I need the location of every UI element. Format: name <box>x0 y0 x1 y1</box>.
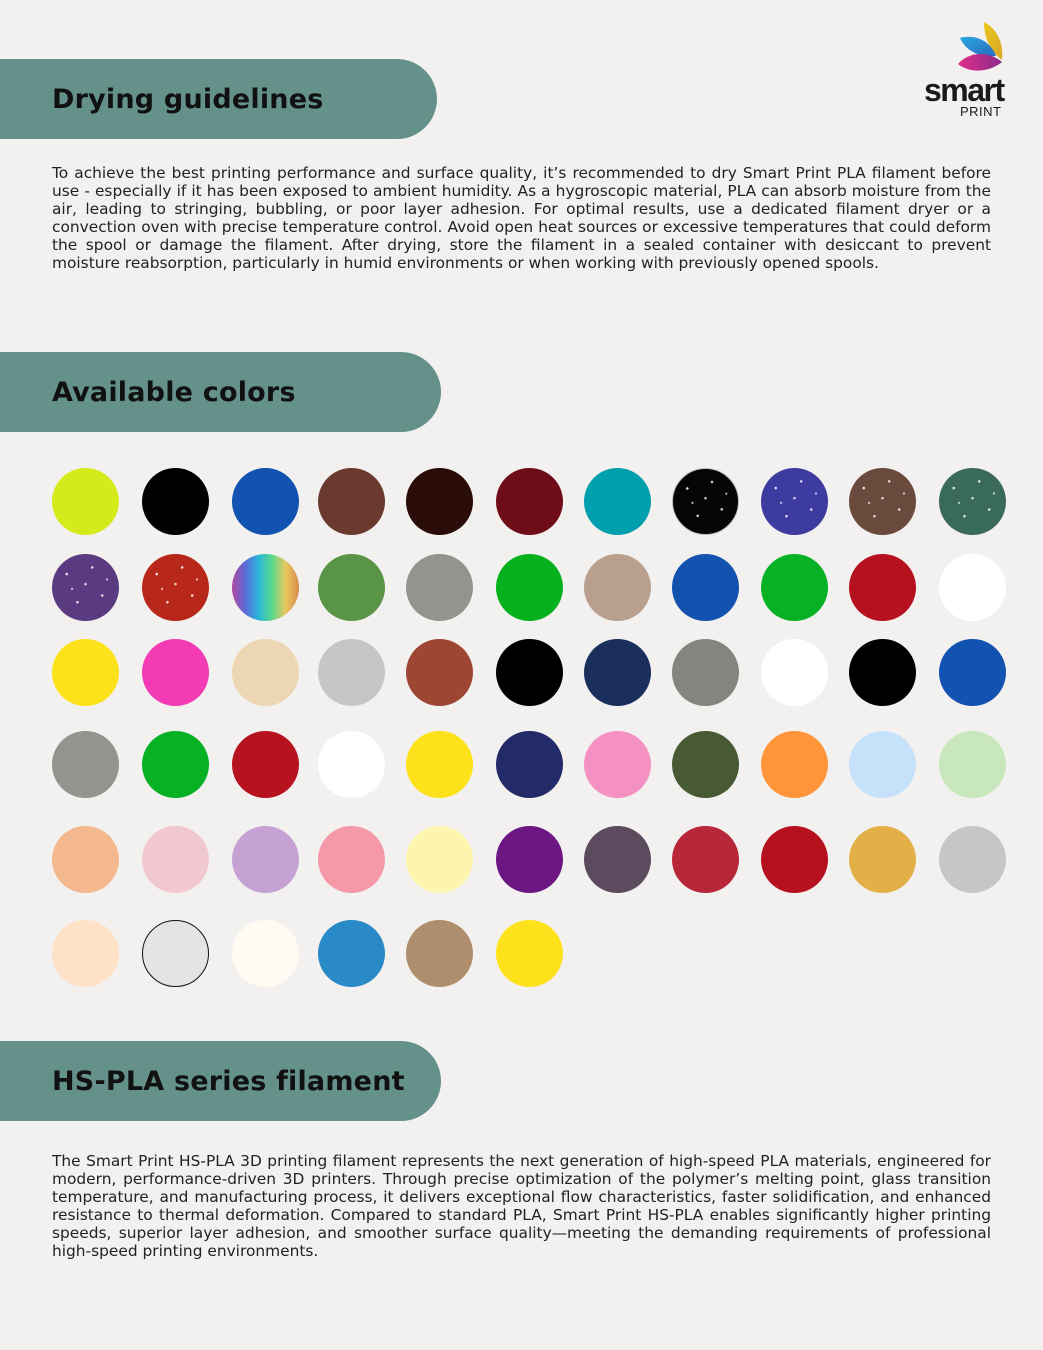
color-swatch <box>496 468 563 535</box>
color-swatch <box>52 639 119 706</box>
color-swatch <box>761 639 828 706</box>
color-swatch <box>496 731 563 798</box>
color-swatch <box>672 639 739 706</box>
color-swatch <box>584 468 651 535</box>
color-swatch <box>939 639 1006 706</box>
logo-brand-text: smart <box>924 72 1004 108</box>
color-swatch <box>672 731 739 798</box>
color-swatch <box>142 826 209 893</box>
color-swatch <box>232 639 299 706</box>
color-swatch <box>406 468 473 535</box>
color-swatch <box>318 468 385 535</box>
smart-print-logo <box>922 20 1014 122</box>
color-swatch <box>52 731 119 798</box>
color-swatch <box>318 639 385 706</box>
color-swatch <box>939 554 1006 621</box>
color-swatch <box>849 468 916 535</box>
color-swatch <box>142 920 209 987</box>
color-swatch <box>672 554 739 621</box>
color-swatch <box>232 826 299 893</box>
color-swatch <box>52 826 119 893</box>
color-swatch <box>142 554 209 621</box>
color-swatch <box>406 826 473 893</box>
color-swatch <box>318 826 385 893</box>
color-swatch <box>406 731 473 798</box>
color-swatch <box>318 554 385 621</box>
color-swatch <box>939 731 1006 798</box>
color-swatch <box>142 639 209 706</box>
color-swatch <box>406 554 473 621</box>
color-swatch <box>761 731 828 798</box>
color-swatch <box>318 731 385 798</box>
drying-guidelines-title: Drying guidelines <box>52 83 324 115</box>
color-swatch <box>52 920 119 987</box>
color-swatch <box>232 554 299 621</box>
logo-sub-text: PRINT <box>960 104 1002 119</box>
color-swatch <box>52 554 119 621</box>
color-swatch <box>496 554 563 621</box>
color-swatch <box>496 920 563 987</box>
hs-pla-series-header <box>0 1041 441 1121</box>
drying-guidelines-text: To achieve the best printing performance and surface quality, it’s recommended to dry Smart Print PLA filament before use - especially if it has been exposed to ambient humidity. As a hygroscopic material, PLA can absorb moisture from the air, leading to stringing, bubbling, or poor layer adhesion. For optimal results, use a dedicated filament dryer or a convection oven with precise temperature control. Avoid open heat sources or excessive temperatures that could deform the spool or damage the filament. After drying, store the filament in a sealed container with desiccant to prevent moisture reabsorption, particularly in humid environments or when working with previously opened spools. <box>52 164 991 272</box>
color-swatch <box>584 731 651 798</box>
color-swatch <box>761 468 828 535</box>
color-swatch <box>939 468 1006 535</box>
color-swatch <box>761 554 828 621</box>
color-swatch <box>939 826 1006 893</box>
color-swatch <box>584 639 651 706</box>
color-swatch <box>761 826 828 893</box>
hs-pla-series-text: The Smart Print HS-PLA 3D printing filament represents the next generation of high-speed PLA materials, engineered for modern, performance-driven 3D printers. Through precise optimization of the polymer’s melting point, glass transition temperature, and manufacturing process, it delivers exceptional flow characteristics, faster solidification, and enhanced resistance to thermal deformation. Compared to standard PLA, Smart Print HS-PLA enables significantly higher printing speeds, superior layer adhesion, and smoother surface quality—meeting the demanding requirements of professional high-speed printing environments. <box>52 1152 991 1260</box>
color-swatch <box>52 468 119 535</box>
hs-pla-series-title: HS-PLA series filament <box>52 1065 405 1097</box>
color-swatch <box>672 826 739 893</box>
color-swatch <box>232 468 299 535</box>
color-swatch <box>584 826 651 893</box>
available-colors-title: Available colors <box>52 376 296 408</box>
color-swatch <box>496 639 563 706</box>
color-swatch <box>584 554 651 621</box>
color-swatch <box>142 468 209 535</box>
drying-guidelines-header <box>0 59 437 139</box>
color-swatch <box>849 731 916 798</box>
color-swatch <box>849 826 916 893</box>
color-swatch <box>672 468 739 535</box>
color-swatch <box>142 731 209 798</box>
color-swatch <box>849 639 916 706</box>
color-swatch <box>406 920 473 987</box>
color-swatch <box>406 639 473 706</box>
color-swatch <box>232 731 299 798</box>
logo-petals-icon <box>922 20 1014 76</box>
color-swatch <box>318 920 385 987</box>
available-colors-header <box>0 352 441 432</box>
color-swatch <box>849 554 916 621</box>
color-swatch <box>232 920 299 987</box>
color-swatch <box>496 826 563 893</box>
